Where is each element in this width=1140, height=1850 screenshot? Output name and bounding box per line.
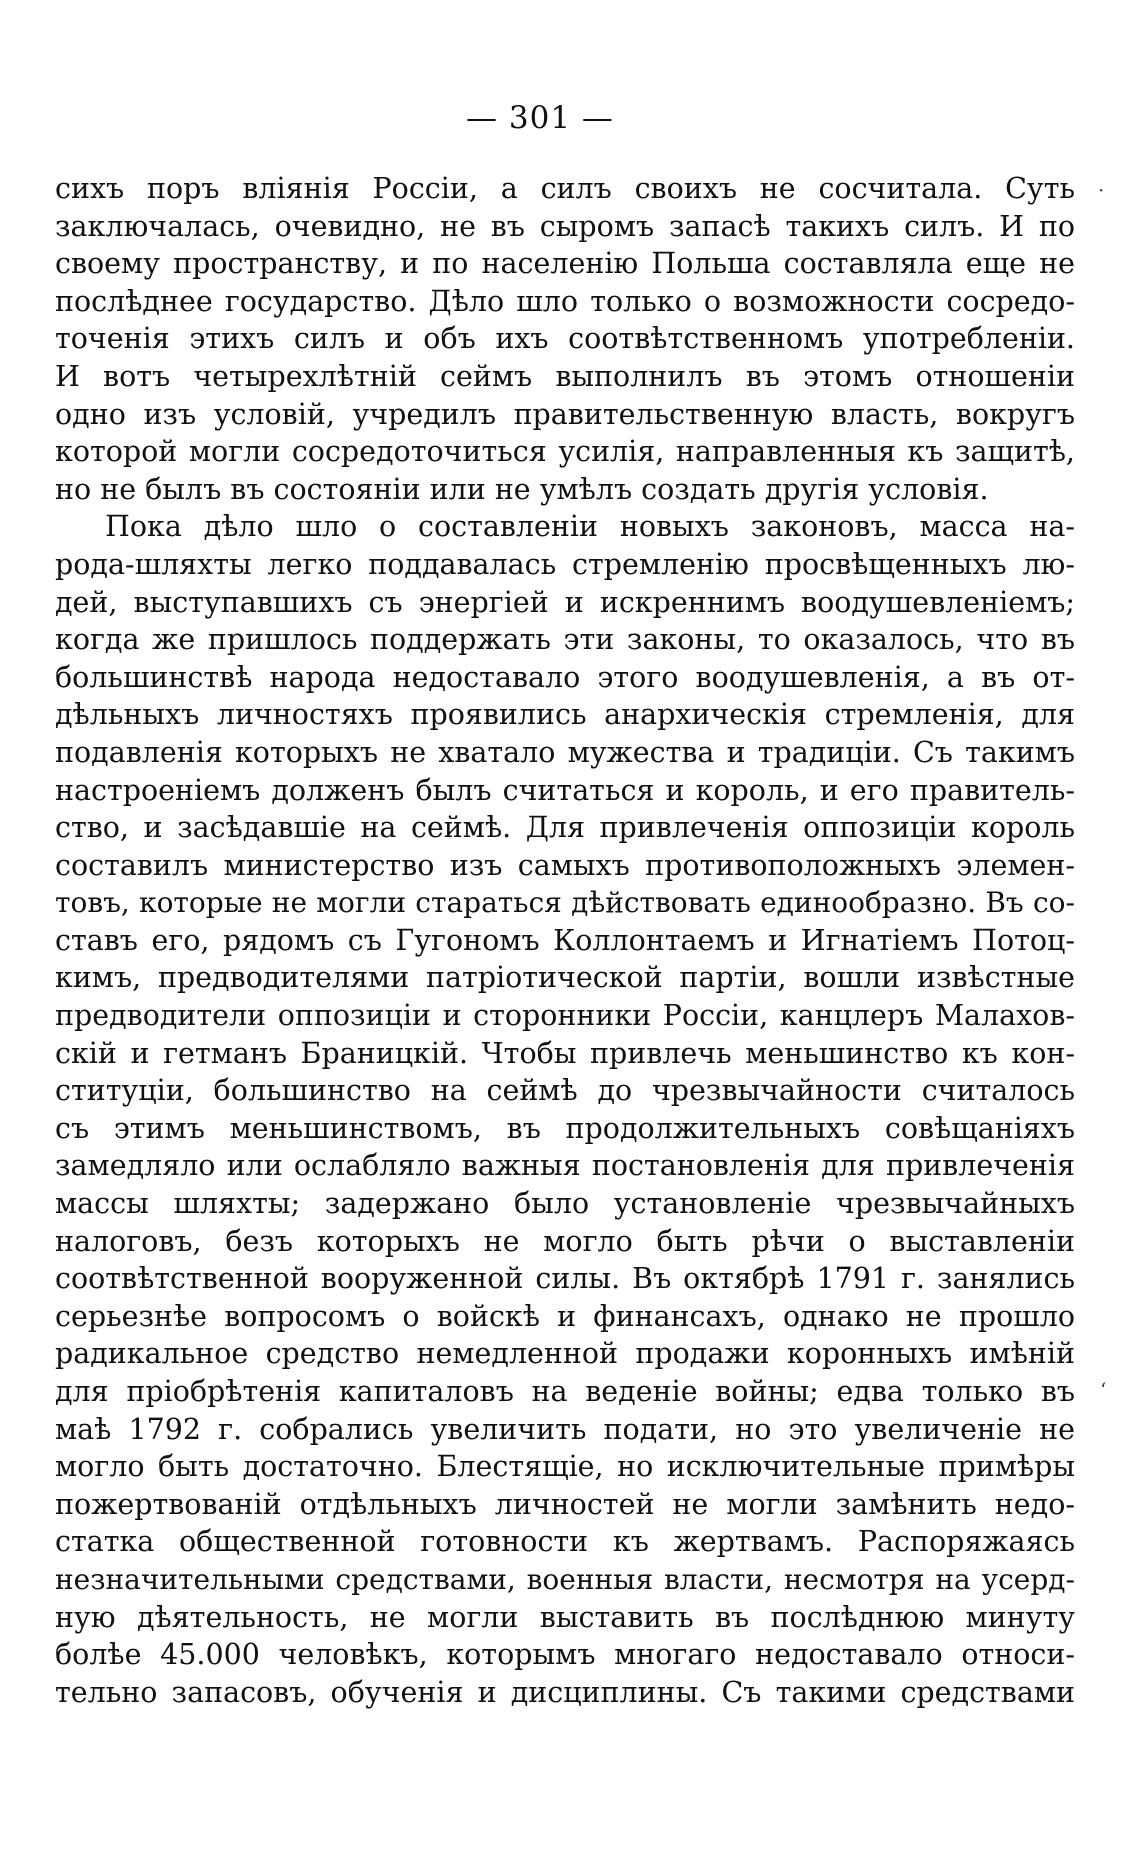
text-line: Пока дѣло шло о составленіи новыхъ законовъ, масса на- xyxy=(105,510,1075,544)
text-line: сихъ поръ вліянія Россіи, а силъ своихъ не сосчитала. Суть xyxy=(55,172,1075,205)
text-line: кимъ, предводителями патріотической партіи, вошли извѣстные xyxy=(55,961,1075,995)
text-line: серьезнѣе вопросомъ о войскѣ и финансахъ, однако не прошло xyxy=(55,1299,1075,1333)
text-line: настроеніемъ долженъ былъ считаться и король, и его правитель- xyxy=(55,773,1075,807)
text-line: точенія этихъ силъ и объ ихъ соотвѣтственномъ употребленіи. xyxy=(55,322,1075,356)
text-line: подавленія которыхъ не хватало мужества и традиціи. Съ такимъ xyxy=(55,735,1075,769)
text-line: соотвѣтственной вооруженной силы. Въ октябрѣ 1791 г. занялись xyxy=(55,1262,1075,1296)
text-line: ституціи, большинство на сеймѣ до чрезвычайности считалось xyxy=(55,1074,1075,1108)
text-line: ную дѣятельность, не могли выставить въ послѣднюю минуту xyxy=(55,1600,1075,1634)
text-line: массы шляхты; задержано было установленіе чрезвычайныхъ xyxy=(55,1187,1075,1221)
text-line: которой могли сосредоточиться усилія, направленныя къ защитѣ, xyxy=(55,435,1075,469)
text-line: большинствѣ народа недоставало этого воодушевленія, а въ от- xyxy=(55,660,1075,694)
text-line: когда же пришлось поддержать эти законы, то оказалось, что въ xyxy=(55,623,1075,657)
text-line: ставъ его, рядомъ съ Гугономъ Коллонтаемъ и Игнатіемъ Потоц- xyxy=(55,923,1075,957)
text-line: товъ, которые не могли стараться дѣйствовать единообразно. Въ со- xyxy=(55,886,1075,920)
text-line: налоговъ, безъ которыхъ не могло быть рѣчи о выставленіи xyxy=(55,1224,1075,1258)
text-line: болѣе 45.000 человѣкъ, которымъ многаго недоставало относи- xyxy=(55,1638,1075,1672)
margin-mark: · xyxy=(1098,178,1105,202)
text-line: ство, и засѣдавшіе на сеймѣ. Для привлеченія оппозиціи король xyxy=(55,811,1075,845)
text-line: скій и гетманъ Браницкій. Чтобы привлечь меньшинство къ кон- xyxy=(55,1036,1075,1070)
text-line: дѣльныхъ личностяхъ проявились анархическія стремленія, для xyxy=(55,698,1075,732)
text-line: заключалась, очевидно, не въ сыромъ запасѣ такихъ силъ. И по xyxy=(55,209,1075,243)
text-line: могло быть достаточно. Блестящіе, но исключительные примѣры xyxy=(55,1450,1075,1484)
body-text xyxy=(55,170,1075,1711)
text-line: маѣ 1792 г. собрались увеличить подати, но это увеличеніе не xyxy=(55,1412,1075,1446)
text-line: незначительными средствами, военныя власти, несмотря на усерд- xyxy=(55,1562,1075,1596)
text-line: составилъ министерство изъ самыхъ противоположныхъ элемен- xyxy=(55,848,1075,882)
text-line: тельно запасовъ, обученія и дисциплины. Съ такими средствами xyxy=(55,1675,1075,1709)
text-line: рода-шляхты легко поддавалась стремленію просвѣщенныхъ лю- xyxy=(55,547,1075,581)
text-line: пожертвованій отдѣльныхъ личностей не могли замѣнить недо- xyxy=(55,1487,1075,1521)
text-line: послѣднее государство. Дѣло шло только о возможности сосредо- xyxy=(55,284,1075,318)
text-line: И вотъ четырехлѣтній сеймъ выполнилъ въ этомъ отношеніи xyxy=(55,359,1075,393)
text-line: предводители оппозиціи и сторонники Россіи, канцлеръ Малахов- xyxy=(55,999,1075,1033)
page-number: — 301 — xyxy=(466,100,614,136)
margin-mark: ‘ xyxy=(1100,1378,1107,1402)
text-line: замедляло или ослабляло важныя постановленія для привлеченія xyxy=(55,1149,1075,1183)
text-line: статка общественной готовности къ жертвамъ. Распоряжаясь xyxy=(55,1525,1075,1559)
text-line: радикальное средство немедленной продажи коронныхъ имѣній xyxy=(55,1337,1075,1371)
text-line: для пріобрѣтенія капиталовъ на веденіе войны; едва только въ xyxy=(55,1375,1075,1408)
text-line: своему пространству, и по населенію Польша составляла еще не xyxy=(55,247,1075,281)
text-line: но не былъ въ состояніи или не умѣлъ создать другія условія. xyxy=(55,472,989,506)
text-line: съ этимъ меньшинствомъ, въ продолжительныхъ совѣщаніяхъ xyxy=(55,1111,1075,1145)
text-line: одно изъ условій, учредилъ правительственную власть, вокругъ xyxy=(55,397,1075,431)
text-line: дей, выступавшихъ съ энергіей и искреннимъ воодушевленіемъ; xyxy=(55,585,1075,619)
